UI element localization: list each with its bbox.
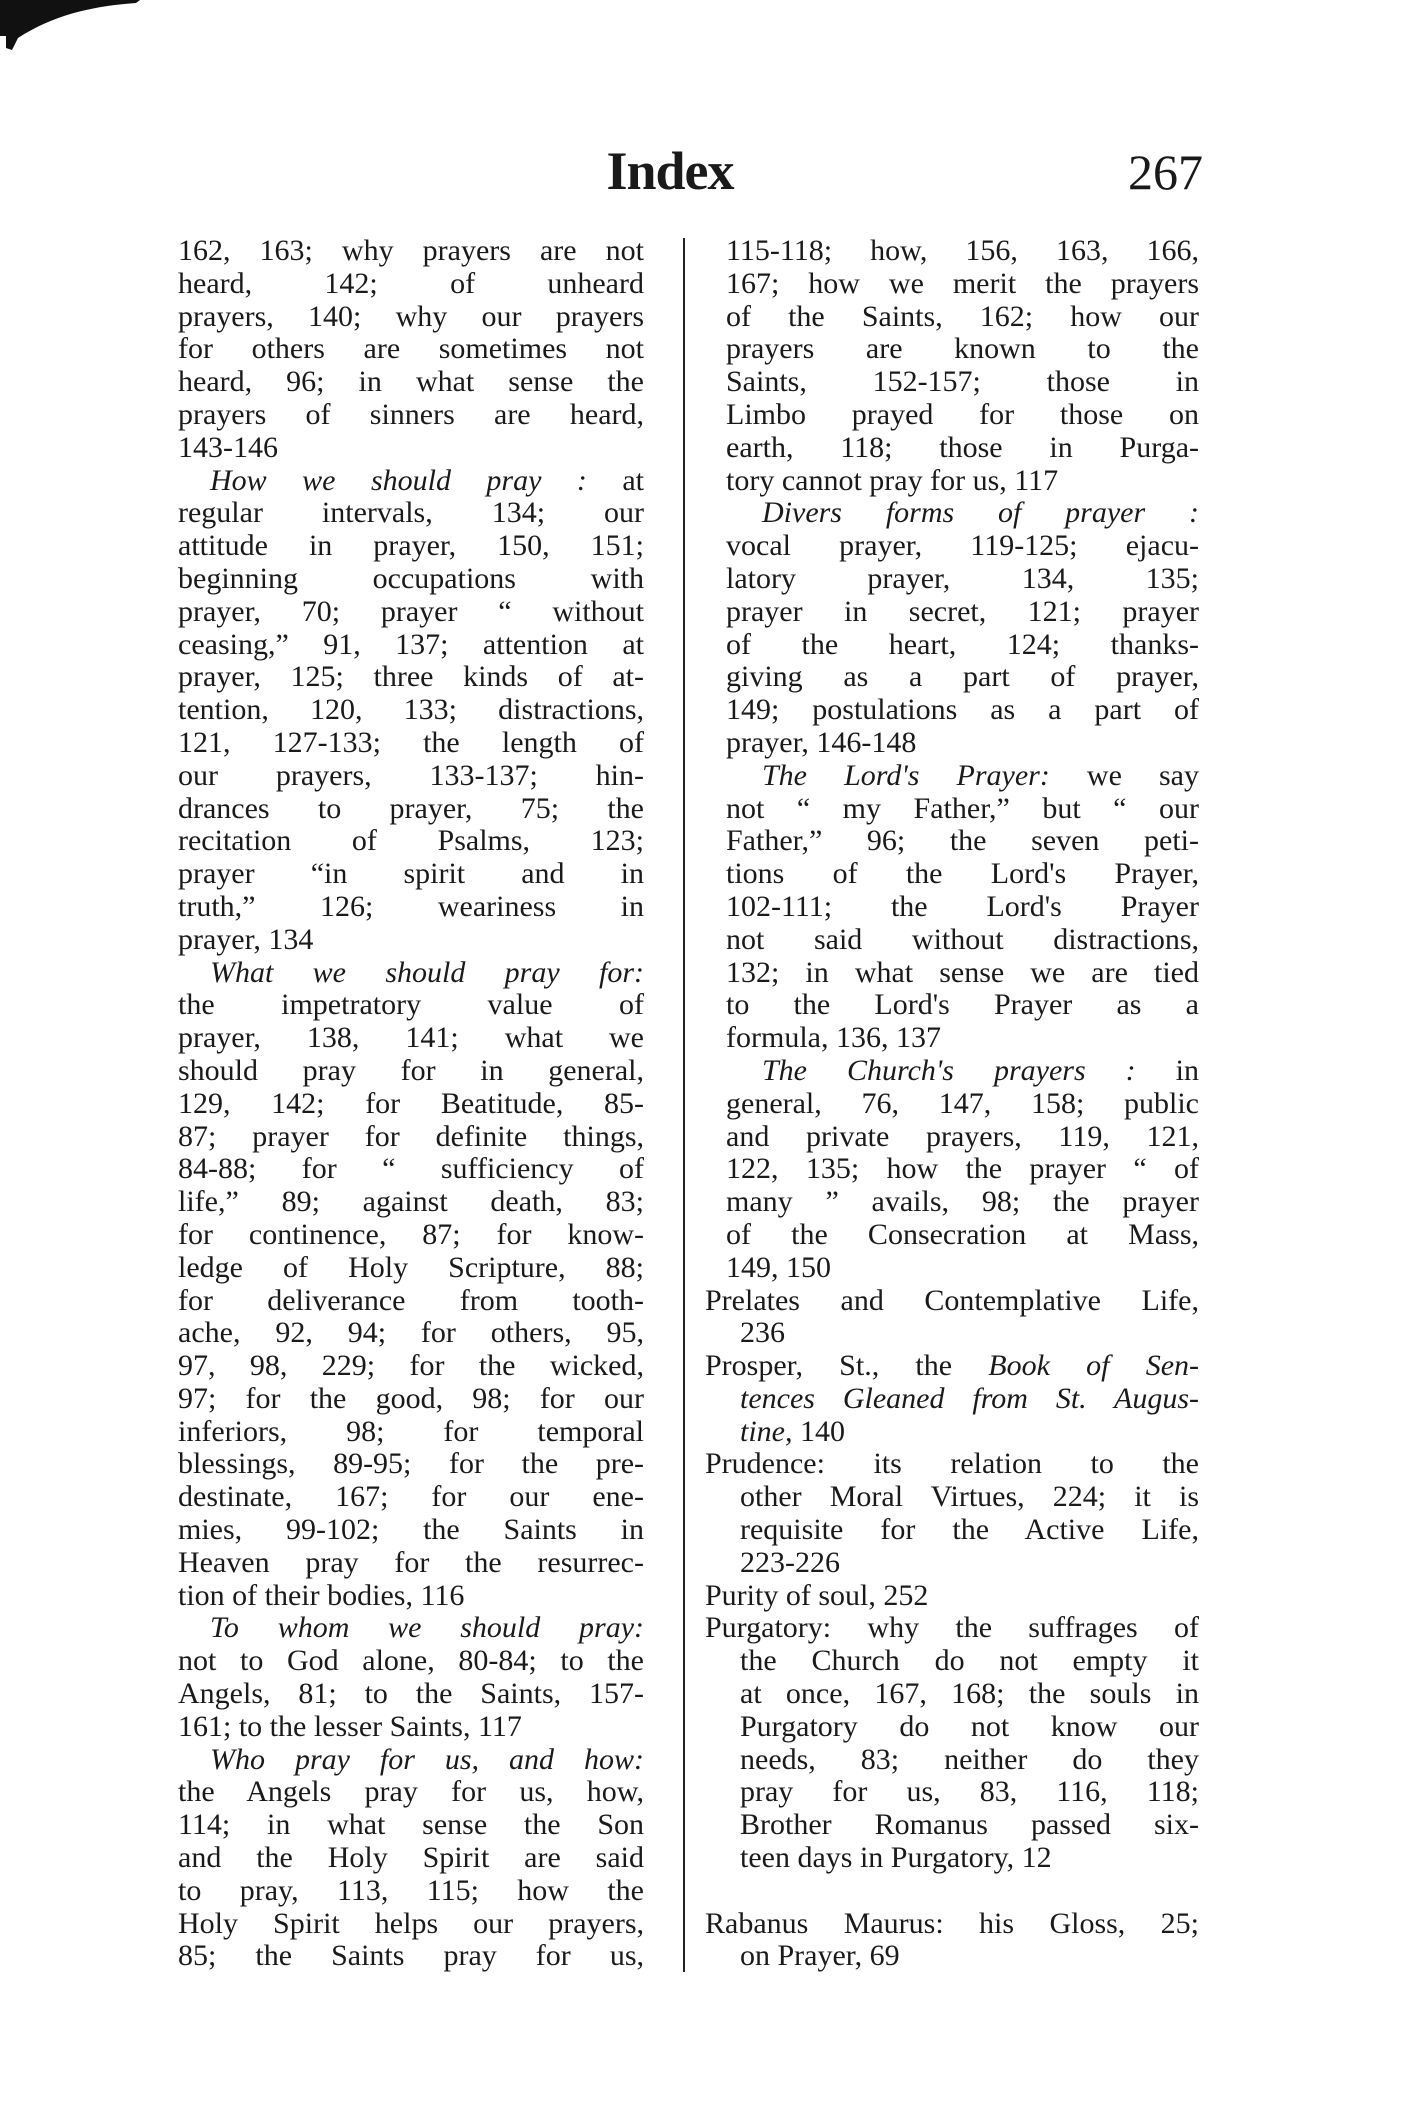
index-entry-line: Prelates and Contemplative Life,: [705, 1283, 1199, 1317]
index-text-line: Father,” 96; the seven peti-: [726, 824, 1199, 858]
index-text-line: 167; how we merit the prayers: [726, 266, 1199, 300]
index-text-line: tion of their bodies, 116: [178, 1578, 465, 1612]
index-text-line: 84-88; for “ sufficiency of: [178, 1152, 644, 1186]
index-text-line: 143-146: [178, 430, 278, 464]
index-text-line: Purgatory do not know our: [740, 1709, 1199, 1743]
index-text-line: for deliverance from tooth-: [178, 1283, 644, 1317]
index-text-line: prayer, 146-148: [726, 725, 917, 759]
index-text-line: prayers of sinners are heard,: [178, 397, 644, 431]
index-text-line: 114; in what sense the Son: [178, 1808, 644, 1842]
index-text-line: truth,” 126; weariness in: [178, 889, 644, 923]
index-text-line: on Prayer, 69: [740, 1939, 900, 1973]
index-text-line: 97, 98, 229; for the wicked,: [178, 1349, 644, 1383]
index-subheading-line: [726, 1055, 1199, 1088]
italic-text: The Lord's Prayer:: [762, 758, 1050, 792]
index-text-line: ledge of Holy Scripture, 88;: [178, 1250, 644, 1284]
index-text-line: prayer in secret, 121; prayer: [726, 594, 1199, 628]
index-entry-line: Prudence: its relation to the: [705, 1447, 1199, 1481]
index-text-line: life,” 89; against death, 83;: [178, 1185, 644, 1219]
index-text-line: 122, 135; how the prayer “ of: [726, 1152, 1199, 1186]
index-text-line: Holy Spirit helps our prayers,: [178, 1906, 644, 1940]
italic-text: The Church's prayers :: [762, 1053, 1136, 1087]
index-text-line: Limbo prayed for those on: [726, 397, 1199, 431]
index-text-line: to the Lord's Prayer as a: [726, 988, 1199, 1022]
index-text-line: drances to prayer, 75; the: [178, 791, 644, 825]
index-text-line: for continence, 87; for know-: [178, 1217, 644, 1251]
index-subheading-line: [726, 760, 1199, 793]
index-text-line: tention, 120, 133; distractions,: [178, 693, 644, 727]
index-text-line: prayers, 140; why our prayers: [178, 299, 644, 333]
index-subheading-line: [178, 1612, 644, 1645]
index-text-line: attitude in prayer, 150, 151;: [178, 529, 644, 563]
index-text-line: not said without distractions,: [726, 922, 1199, 956]
index-text-line: the Angels pray for us, how,: [178, 1775, 644, 1809]
column-divider: [683, 238, 685, 1972]
italic-text: Book of Sen-: [988, 1349, 1199, 1383]
index-text-line: and private prayers, 119, 121,: [726, 1119, 1199, 1153]
index-text-line: prayers are known to the: [726, 332, 1199, 366]
index-text-line: 115-118; how, 156, 163, 166,: [726, 234, 1199, 267]
index-text-line: 87; prayer for definite things,: [178, 1119, 644, 1153]
index-column-right: [705, 235, 1199, 1973]
index-text-line: prayer, 70; prayer “ without: [178, 594, 644, 628]
text: at: [586, 463, 644, 497]
index-entry-line: Purity of soul, 252: [705, 1578, 929, 1612]
index-text-line: latory prayer, 134, 135;: [726, 561, 1199, 595]
index-text-line: Angels, 81; to the Saints, 157-: [178, 1677, 644, 1711]
index-text-line: pray for us, 83, 116, 118;: [740, 1775, 1199, 1809]
index-text-line: Saints, 152-157; those in: [726, 365, 1199, 399]
index-text-line: [740, 1416, 1199, 1449]
index-text-line: 149, 150: [726, 1250, 831, 1284]
index-entry-line: Purgatory: why the suffrages of: [705, 1611, 1199, 1645]
index-text-line: vocal prayer, 119-125; ejacu-: [726, 529, 1199, 563]
index-column-left: [178, 235, 644, 1973]
index-text-line: 149; postulations as a part of: [726, 693, 1199, 727]
index-text-line: 132; in what sense we are tied: [726, 955, 1199, 989]
italic-text: tences Gleaned from St. Augus-: [740, 1381, 1199, 1415]
index-text-line: the impetratory value of: [178, 988, 644, 1022]
index-text-line: mies, 99-102; the Saints in: [178, 1513, 644, 1547]
page-title: Index: [606, 141, 734, 201]
index-text-line: Brother Romanus passed six-: [740, 1808, 1199, 1842]
index-text-line: not to God alone, 80-84; to the: [178, 1644, 644, 1678]
index-text-line: inferiors, 98; for temporal: [178, 1414, 644, 1448]
index-text-line: 236: [740, 1316, 785, 1350]
index-text-line: formula, 136, 137: [726, 1021, 941, 1055]
index-text-line: 121, 127-133; the length of: [178, 725, 644, 759]
index-text-line: and the Holy Spirit are said: [178, 1841, 644, 1875]
scan-corner-shadow: [0, 0, 140, 50]
index-text-line: 85; the Saints pray for us,: [178, 1939, 644, 1973]
text: we say: [1049, 758, 1199, 792]
index-text-line: 97; for the good, 98; for our: [178, 1381, 644, 1415]
index-text-line: for others are sometimes not: [178, 332, 644, 366]
index-text-line: tory cannot pray for us, 117: [726, 463, 1059, 497]
index-text-line: prayer “in spirit and in: [178, 857, 644, 891]
index-entry-line: [705, 1350, 1199, 1383]
index-text-line: other Moral Virtues, 224; it is: [740, 1480, 1199, 1514]
index-text-line: tions of the Lord's Prayer,: [726, 857, 1199, 891]
index-text-line: earth, 118; those in Purga-: [726, 430, 1199, 464]
page-number: 267: [1128, 144, 1203, 200]
index-text-line: should pray for in general,: [178, 1053, 644, 1087]
index-text-line: Heaven pray for the resurrec-: [178, 1545, 644, 1579]
index-text-line: prayer, 138, 141; what we: [178, 1021, 644, 1055]
index-text-line: destinate, 167; for our ene-: [178, 1480, 644, 1514]
index-text-line: 162, 163; why prayers are not: [178, 234, 644, 267]
italic-text: How we should pray :: [210, 463, 587, 497]
index-text-line: general, 76, 147, 158; public: [726, 1086, 1199, 1120]
italic-text: Divers forms of prayer :: [762, 496, 1199, 530]
index-text-line: the Church do not empty it: [740, 1644, 1199, 1678]
index-subheading-line: [178, 1744, 644, 1777]
index-text-line: of the Saints, 162; how our: [726, 299, 1199, 333]
index-text-line: ceasing,” 91, 137; attention at: [178, 627, 644, 661]
index-text-line: blessings, 89-95; for the pre-: [178, 1447, 644, 1481]
italic-text: tine,: [740, 1414, 793, 1448]
index-text-line: heard, 96; in what sense the: [178, 365, 644, 399]
text: Prosper, St., the: [705, 1349, 989, 1383]
index-text-line: our prayers, 133-137; hin-: [178, 758, 644, 792]
index-text-line: of the Consecration at Mass,: [726, 1217, 1199, 1251]
text: in: [1135, 1053, 1199, 1087]
index-text-line: giving as a part of prayer,: [726, 660, 1199, 694]
index-text-line: heard, 142; of unheard: [178, 266, 644, 300]
index-text-line: of the heart, 124; thanks-: [726, 627, 1199, 661]
index-text-line: needs, 83; neither do they: [740, 1742, 1199, 1776]
index-text-line: requisite for the Active Life,: [740, 1513, 1199, 1547]
index-text-line: 223-226: [740, 1545, 840, 1579]
index-text-line: regular intervals, 134; our: [178, 496, 644, 530]
index-text-line: prayer, 134: [178, 922, 314, 956]
text: 140: [792, 1414, 845, 1448]
index-text-line: ache, 92, 94; for others, 95,: [178, 1316, 644, 1350]
index-subheading-line: [178, 957, 644, 990]
index-subheading-line: [726, 497, 1199, 530]
index-text-line: 129, 142; for Beatitude, 85-: [178, 1086, 644, 1120]
italic-text: To whom we should pray:: [210, 1611, 644, 1645]
blank-line: [705, 1875, 1199, 1908]
italic-text: Who pray for us, and how:: [210, 1742, 644, 1776]
index-subheading-line: [178, 465, 644, 498]
index-text-line: at once, 167, 168; the souls in: [740, 1677, 1199, 1711]
index-entry-line: Rabanus Maurus: his Gloss, 25;: [705, 1906, 1199, 1940]
index-text-line: [740, 1383, 1199, 1416]
index-text-line: teen days in Purgatory, 12: [740, 1841, 1052, 1875]
index-text-line: prayer, 125; three kinds of at-: [178, 660, 644, 694]
index-text-line: not “ my Father,” but “ our: [726, 791, 1199, 825]
index-text-line: many ” avails, 98; the prayer: [726, 1185, 1199, 1219]
index-text-line: recitation of Psalms, 123;: [178, 824, 644, 858]
index-text-line: beginning occupations with: [178, 561, 644, 595]
italic-text: What we should pray for:: [210, 955, 644, 989]
index-text-line: 161; to the lesser Saints, 117: [178, 1709, 522, 1743]
index-text-line: to pray, 113, 115; how the: [178, 1873, 644, 1907]
index-text-line: 102-111; the Lord's Prayer: [726, 889, 1199, 923]
